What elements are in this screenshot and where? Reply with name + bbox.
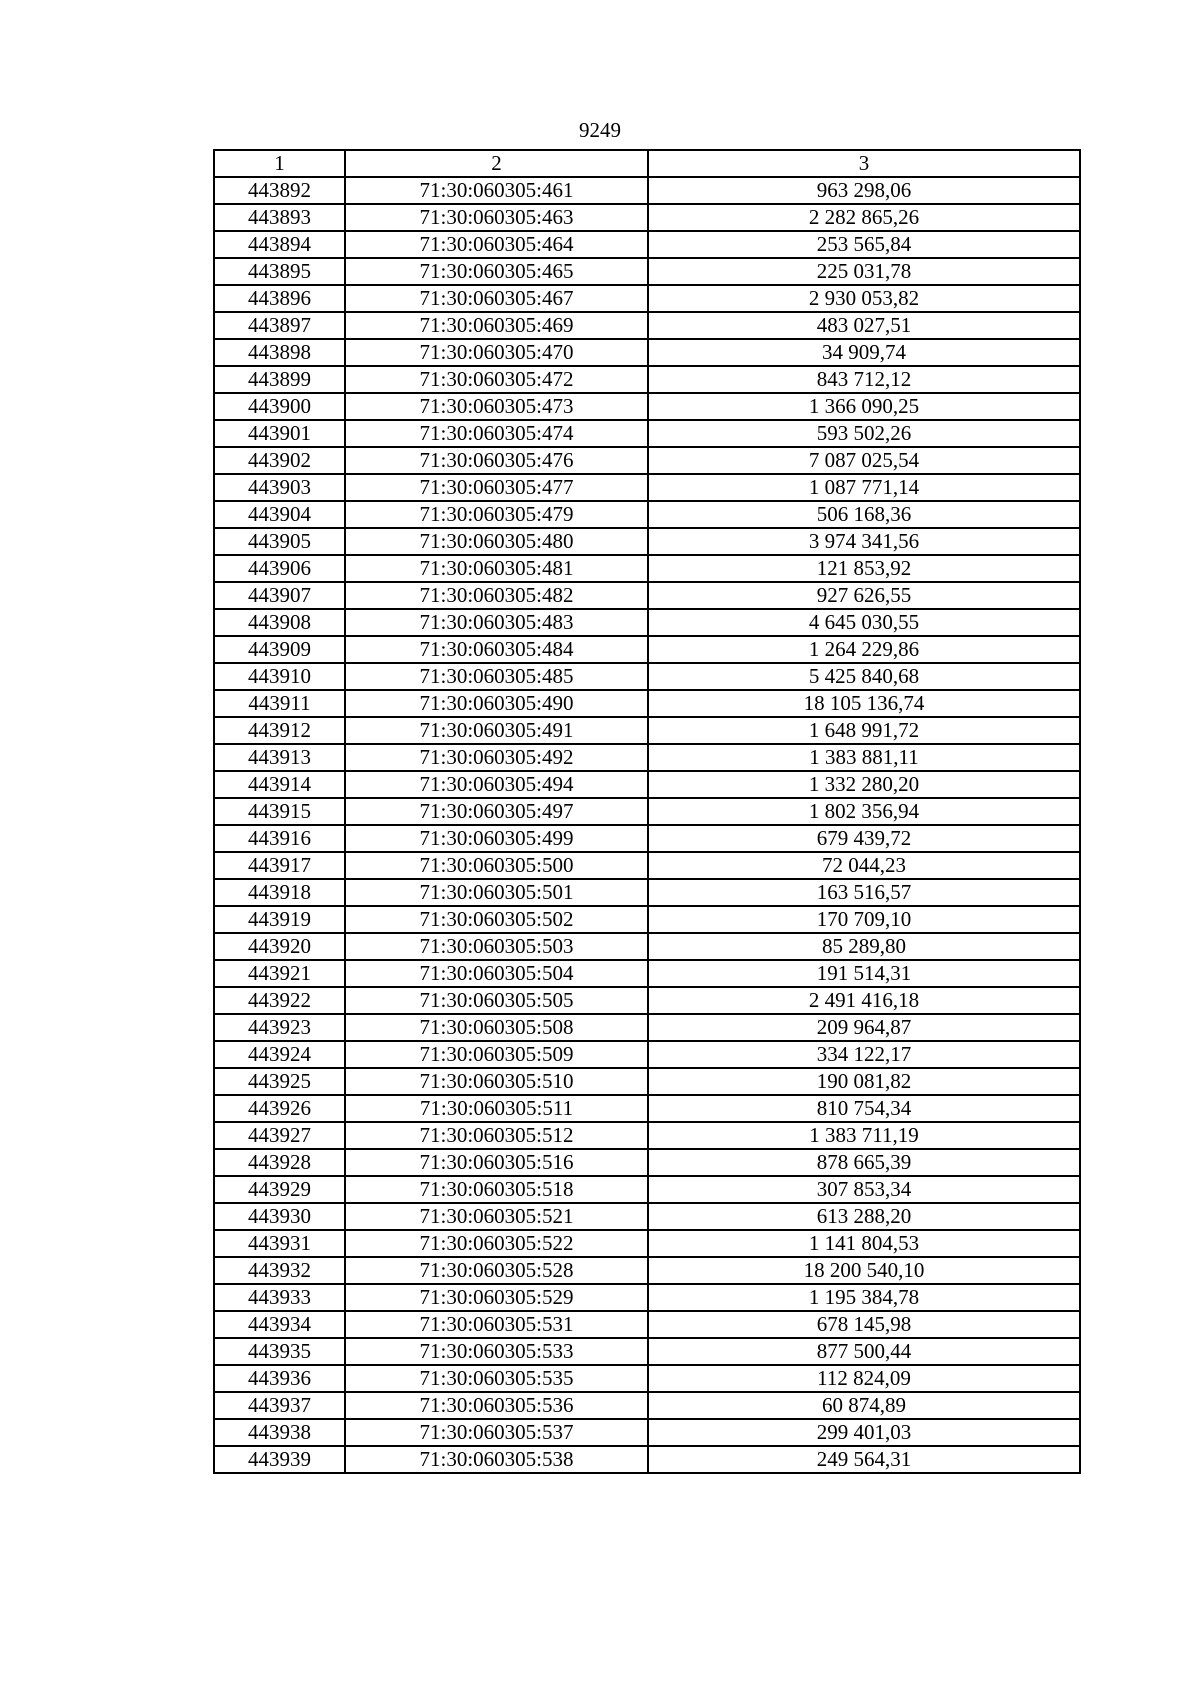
cadastral-number-cell: 71:30:060305:516 <box>345 1149 648 1176</box>
value-cell: 1 264 229,86 <box>648 636 1080 663</box>
row-number-cell: 443918 <box>214 879 345 906</box>
value-cell: 1 383 711,19 <box>648 1122 1080 1149</box>
table-row <box>214 663 1080 690</box>
cadastral-number-cell: 71:30:060305:529 <box>345 1284 648 1311</box>
value-cell: 85 289,80 <box>648 933 1080 960</box>
cadastral-number-cell: 71:30:060305:503 <box>345 933 648 960</box>
row-number-cell: 443920 <box>214 933 345 960</box>
value-cell: 299 401,03 <box>648 1419 1080 1446</box>
table-row <box>214 555 1080 582</box>
cadastral-number-cell: 71:30:060305:467 <box>345 285 648 312</box>
row-number-cell: 443915 <box>214 798 345 825</box>
value-cell: 225 031,78 <box>648 258 1080 285</box>
cadastral-number-cell: 71:30:060305:521 <box>345 1203 648 1230</box>
row-number-cell: 443927 <box>214 1122 345 1149</box>
table-row <box>214 1014 1080 1041</box>
row-number-cell: 443896 <box>214 285 345 312</box>
row-number-cell: 443908 <box>214 609 345 636</box>
table-row <box>214 960 1080 987</box>
value-cell: 7 087 025,54 <box>648 447 1080 474</box>
row-number-cell: 443928 <box>214 1149 345 1176</box>
cadastral-number-cell: 71:30:060305:479 <box>345 501 648 528</box>
cadastral-number-cell: 71:30:060305:482 <box>345 582 648 609</box>
row-number-cell: 443922 <box>214 987 345 1014</box>
row-number-cell: 443898 <box>214 339 345 366</box>
value-cell: 2 282 865,26 <box>648 204 1080 231</box>
cadastral-number-cell: 71:30:060305:533 <box>345 1338 648 1365</box>
table-row <box>214 906 1080 933</box>
column-header-3: 3 <box>648 150 1080 177</box>
data-table <box>213 149 1081 1474</box>
cadastral-number-cell: 71:30:060305:469 <box>345 312 648 339</box>
table-row <box>214 582 1080 609</box>
cadastral-number-cell: 71:30:060305:480 <box>345 528 648 555</box>
table-row <box>214 1041 1080 1068</box>
value-cell: 253 565,84 <box>648 231 1080 258</box>
cadastral-number-cell: 71:30:060305:536 <box>345 1392 648 1419</box>
table-row <box>214 528 1080 555</box>
value-cell: 4 645 030,55 <box>648 609 1080 636</box>
table-row <box>214 1446 1080 1473</box>
value-cell: 5 425 840,68 <box>648 663 1080 690</box>
table-row <box>214 1284 1080 1311</box>
value-cell: 60 874,89 <box>648 1392 1080 1419</box>
row-number-cell: 443914 <box>214 771 345 798</box>
value-cell: 334 122,17 <box>648 1041 1080 1068</box>
row-number-cell: 443938 <box>214 1419 345 1446</box>
table-row <box>214 771 1080 798</box>
table-row <box>214 474 1080 501</box>
value-cell: 170 709,10 <box>648 906 1080 933</box>
row-number-cell: 443902 <box>214 447 345 474</box>
table-row <box>214 825 1080 852</box>
row-number-cell: 443911 <box>214 690 345 717</box>
value-cell: 1 383 881,11 <box>648 744 1080 771</box>
cadastral-number-cell: 71:30:060305:504 <box>345 960 648 987</box>
row-number-cell: 443930 <box>214 1203 345 1230</box>
value-cell: 121 853,92 <box>648 555 1080 582</box>
table-row <box>214 1230 1080 1257</box>
row-number-cell: 443903 <box>214 474 345 501</box>
table-body <box>214 177 1080 1473</box>
cadastral-number-cell: 71:30:060305:531 <box>345 1311 648 1338</box>
cadastral-number-cell: 71:30:060305:491 <box>345 717 648 744</box>
cadastral-number-cell: 71:30:060305:510 <box>345 1068 648 1095</box>
cadastral-number-cell: 71:30:060305:508 <box>345 1014 648 1041</box>
row-number-cell: 443893 <box>214 204 345 231</box>
table-row <box>214 231 1080 258</box>
value-cell: 1 141 804,53 <box>648 1230 1080 1257</box>
value-cell: 112 824,09 <box>648 1365 1080 1392</box>
table-row <box>214 204 1080 231</box>
value-cell: 927 626,55 <box>648 582 1080 609</box>
value-cell: 1 087 771,14 <box>648 474 1080 501</box>
cadastral-number-cell: 71:30:060305:484 <box>345 636 648 663</box>
table-row <box>214 1122 1080 1149</box>
row-number-cell: 443923 <box>214 1014 345 1041</box>
table-row <box>214 501 1080 528</box>
row-number-cell: 443894 <box>214 231 345 258</box>
value-cell: 679 439,72 <box>648 825 1080 852</box>
value-cell: 1 332 280,20 <box>648 771 1080 798</box>
value-cell: 1 648 991,72 <box>648 717 1080 744</box>
value-cell: 72 044,23 <box>648 852 1080 879</box>
value-cell: 877 500,44 <box>648 1338 1080 1365</box>
table-row <box>214 879 1080 906</box>
page-number: 9249 <box>579 118 621 142</box>
table-row <box>214 798 1080 825</box>
row-number-cell: 443916 <box>214 825 345 852</box>
row-number-cell: 443900 <box>214 393 345 420</box>
value-cell: 2 930 053,82 <box>648 285 1080 312</box>
row-number-cell: 443905 <box>214 528 345 555</box>
cadastral-number-cell: 71:30:060305:472 <box>345 366 648 393</box>
table-row <box>214 1392 1080 1419</box>
row-number-cell: 443917 <box>214 852 345 879</box>
value-cell: 506 168,36 <box>648 501 1080 528</box>
value-cell: 843 712,12 <box>648 366 1080 393</box>
row-number-cell: 443899 <box>214 366 345 393</box>
row-number-cell: 443909 <box>214 636 345 663</box>
value-cell: 1 366 090,25 <box>648 393 1080 420</box>
value-cell: 678 145,98 <box>648 1311 1080 1338</box>
row-number-cell: 443935 <box>214 1338 345 1365</box>
cadastral-number-cell: 71:30:060305:461 <box>345 177 648 204</box>
value-cell: 963 298,06 <box>648 177 1080 204</box>
value-cell: 2 491 416,18 <box>648 987 1080 1014</box>
row-number-cell: 443904 <box>214 501 345 528</box>
cadastral-number-cell: 71:30:060305:497 <box>345 798 648 825</box>
value-cell: 191 514,31 <box>648 960 1080 987</box>
value-cell: 18 200 540,10 <box>648 1257 1080 1284</box>
cadastral-number-cell: 71:30:060305:522 <box>345 1230 648 1257</box>
value-cell: 18 105 136,74 <box>648 690 1080 717</box>
row-number-cell: 443913 <box>214 744 345 771</box>
cadastral-number-cell: 71:30:060305:470 <box>345 339 648 366</box>
value-cell: 3 974 341,56 <box>648 528 1080 555</box>
table-row <box>214 1338 1080 1365</box>
table-row <box>214 609 1080 636</box>
table-row <box>214 717 1080 744</box>
table-row <box>214 1203 1080 1230</box>
table-row <box>214 177 1080 204</box>
row-number-cell: 443936 <box>214 1365 345 1392</box>
cadastral-number-cell: 71:30:060305:473 <box>345 393 648 420</box>
cadastral-number-cell: 71:30:060305:500 <box>345 852 648 879</box>
table-row <box>214 366 1080 393</box>
value-cell: 1 802 356,94 <box>648 798 1080 825</box>
row-number-cell: 443919 <box>214 906 345 933</box>
value-cell: 249 564,31 <box>648 1446 1080 1473</box>
row-number-cell: 443931 <box>214 1230 345 1257</box>
table-row <box>214 852 1080 879</box>
cadastral-number-cell: 71:30:060305:464 <box>345 231 648 258</box>
cadastral-number-cell: 71:30:060305:501 <box>345 879 648 906</box>
table-row <box>214 744 1080 771</box>
cadastral-number-cell: 71:30:060305:528 <box>345 1257 648 1284</box>
table-row <box>214 1257 1080 1284</box>
column-header-1: 1 <box>214 150 345 177</box>
value-cell: 209 964,87 <box>648 1014 1080 1041</box>
table-row <box>214 339 1080 366</box>
table-row <box>214 1095 1080 1122</box>
row-number-cell: 443910 <box>214 663 345 690</box>
table-row <box>214 690 1080 717</box>
row-number-cell: 443926 <box>214 1095 345 1122</box>
cadastral-number-cell: 71:30:060305:477 <box>345 474 648 501</box>
value-cell: 613 288,20 <box>648 1203 1080 1230</box>
table-row <box>214 285 1080 312</box>
cadastral-number-cell: 71:30:060305:537 <box>345 1419 648 1446</box>
cadastral-number-cell: 71:30:060305:474 <box>345 420 648 447</box>
cadastral-number-cell: 71:30:060305:511 <box>345 1095 648 1122</box>
row-number-cell: 443921 <box>214 960 345 987</box>
table-row <box>214 312 1080 339</box>
row-number-cell: 443933 <box>214 1284 345 1311</box>
header-row <box>214 150 1080 177</box>
table-row <box>214 1365 1080 1392</box>
row-number-cell: 443934 <box>214 1311 345 1338</box>
row-number-cell: 443901 <box>214 420 345 447</box>
value-cell: 307 853,34 <box>648 1176 1080 1203</box>
table-row <box>214 1311 1080 1338</box>
cadastral-number-cell: 71:30:060305:535 <box>345 1365 648 1392</box>
value-cell: 810 754,34 <box>648 1095 1080 1122</box>
row-number-cell: 443897 <box>214 312 345 339</box>
row-number-cell: 443939 <box>214 1446 345 1473</box>
table-row <box>214 1068 1080 1095</box>
cadastral-number-cell: 71:30:060305:476 <box>345 447 648 474</box>
cadastral-number-cell: 71:30:060305:494 <box>345 771 648 798</box>
cadastral-number-cell: 71:30:060305:518 <box>345 1176 648 1203</box>
value-cell: 483 027,51 <box>648 312 1080 339</box>
value-cell: 1 195 384,78 <box>648 1284 1080 1311</box>
cadastral-number-cell: 71:30:060305:509 <box>345 1041 648 1068</box>
column-header-2: 2 <box>345 150 648 177</box>
row-number-cell: 443892 <box>214 177 345 204</box>
cadastral-number-cell: 71:30:060305:538 <box>345 1446 648 1473</box>
cadastral-number-cell: 71:30:060305:490 <box>345 690 648 717</box>
row-number-cell: 443929 <box>214 1176 345 1203</box>
table-row <box>214 1176 1080 1203</box>
value-cell: 878 665,39 <box>648 1149 1080 1176</box>
value-cell: 190 081,82 <box>648 1068 1080 1095</box>
cadastral-number-cell: 71:30:060305:499 <box>345 825 648 852</box>
table-row <box>214 447 1080 474</box>
cadastral-number-cell: 71:30:060305:465 <box>345 258 648 285</box>
cadastral-number-cell: 71:30:060305:463 <box>345 204 648 231</box>
table-row <box>214 933 1080 960</box>
table-row <box>214 636 1080 663</box>
row-number-cell: 443907 <box>214 582 345 609</box>
cadastral-number-cell: 71:30:060305:505 <box>345 987 648 1014</box>
value-cell: 593 502,26 <box>648 420 1080 447</box>
value-cell: 34 909,74 <box>648 339 1080 366</box>
row-number-cell: 443924 <box>214 1041 345 1068</box>
table-row <box>214 987 1080 1014</box>
row-number-cell: 443932 <box>214 1257 345 1284</box>
row-number-cell: 443906 <box>214 555 345 582</box>
cadastral-number-cell: 71:30:060305:485 <box>345 663 648 690</box>
row-number-cell: 443895 <box>214 258 345 285</box>
value-cell: 163 516,57 <box>648 879 1080 906</box>
table-header <box>214 150 1080 177</box>
row-number-cell: 443925 <box>214 1068 345 1095</box>
cadastral-number-cell: 71:30:060305:481 <box>345 555 648 582</box>
table-row <box>214 420 1080 447</box>
cadastral-number-cell: 71:30:060305:483 <box>345 609 648 636</box>
table-row <box>214 1149 1080 1176</box>
table-row <box>214 258 1080 285</box>
table-row <box>214 393 1080 420</box>
cadastral-number-cell: 71:30:060305:492 <box>345 744 648 771</box>
cadastral-number-cell: 71:30:060305:502 <box>345 906 648 933</box>
row-number-cell: 443937 <box>214 1392 345 1419</box>
row-number-cell: 443912 <box>214 717 345 744</box>
cadastral-number-cell: 71:30:060305:512 <box>345 1122 648 1149</box>
table-row <box>214 1419 1080 1446</box>
